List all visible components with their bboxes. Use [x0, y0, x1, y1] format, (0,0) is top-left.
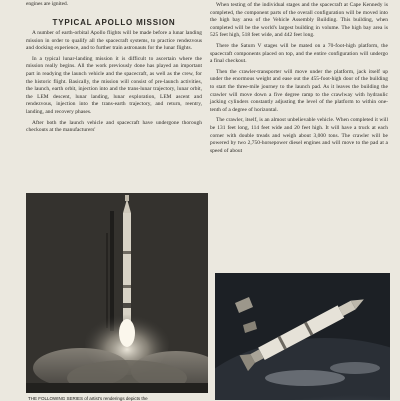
section-heading: TYPICAL APOLLO MISSION — [52, 18, 176, 27]
right-column — [210, 2, 388, 158]
photo-caption: THE FOLLOWING SERIES of artist's renderings depicts the — [28, 396, 148, 401]
top-fragment-text: engines are ignited. — [26, 1, 69, 7]
left-paragraph-1: A number of earth-orbital Apollo flights will be made before a lunar landing mission in order to qualify all the spacecraft systems, to practice rendezvous and docking experience, and to further train astronauts for the lunar flights. — [26, 30, 202, 52]
spacecraft-orbit-illustration — [215, 273, 390, 400]
left-paragraph-3: After both the launch vehicle and spacecraft have undergone thorough checkouts at the manufacturers' — [26, 119, 202, 134]
rocket-launch-photo — [26, 193, 208, 393]
right-paragraph-4: The crawler, itself, is an almost unbelievable vehicle. When completed it will be 131 feet long, 114 feet wide and 20 feet high. It will have a truck at each corner with double treads and weigh about 3,000 tons. The crawler will be powered by two 2,750-horsepower diesel engines and will move to the pad at a speed of about — [210, 117, 388, 154]
rocket-launch-illustration — [26, 193, 208, 393]
left-paragraph-2: In a typical lunar-landing mission it is difficult to ascertain where the mission really begins. All the work previously done has played an important part in readying the launch vehicle and the spacecraft, as well as the crew, for the historic flight. Basically, the mission will consist of pre-launch activities, the launch, earth orbit, injection into and the trans-lunar trajectory, lunar orbit, the LEM descent, lunar landing, lunar exploration, LEM ascent and rendezvous, injection into the trans-earth trajectory, and return, reentry, landing, and recovery phases. — [26, 55, 202, 115]
spacecraft-orbit-photo — [215, 273, 390, 400]
right-paragraph-3: Then the crawler-transporter will move under the platform, jack itself up under the enormous weight and ease out the 455-foot-high door of the building to start the three-mile journey to the launch pad. As it leaves the building the crawler will move down a five degree ramp to the crawlway with hydraulic jacking cylinders constantly adjusting the level of the platform to within one-tenth of a degree of horizontal. — [210, 68, 388, 113]
left-column — [26, 30, 202, 138]
right-paragraph-2: There the Saturn V stages will be mated on a 70-foot-high platform, the spacecraft components placed on top, and the entire configuration will undergo a final checkout. — [210, 42, 388, 65]
right-paragraph-1: When testing of the individual stages and the spacecraft at Cape Kennedy is completed, the component parts of the overall configuration will be moved into the high bay area of the Vehicle Assembly Building. This building, when completed will be the world's largest building in volume. The high bay area is 525 feet high, 518 feet wide, and 442 feet long. — [210, 2, 388, 39]
